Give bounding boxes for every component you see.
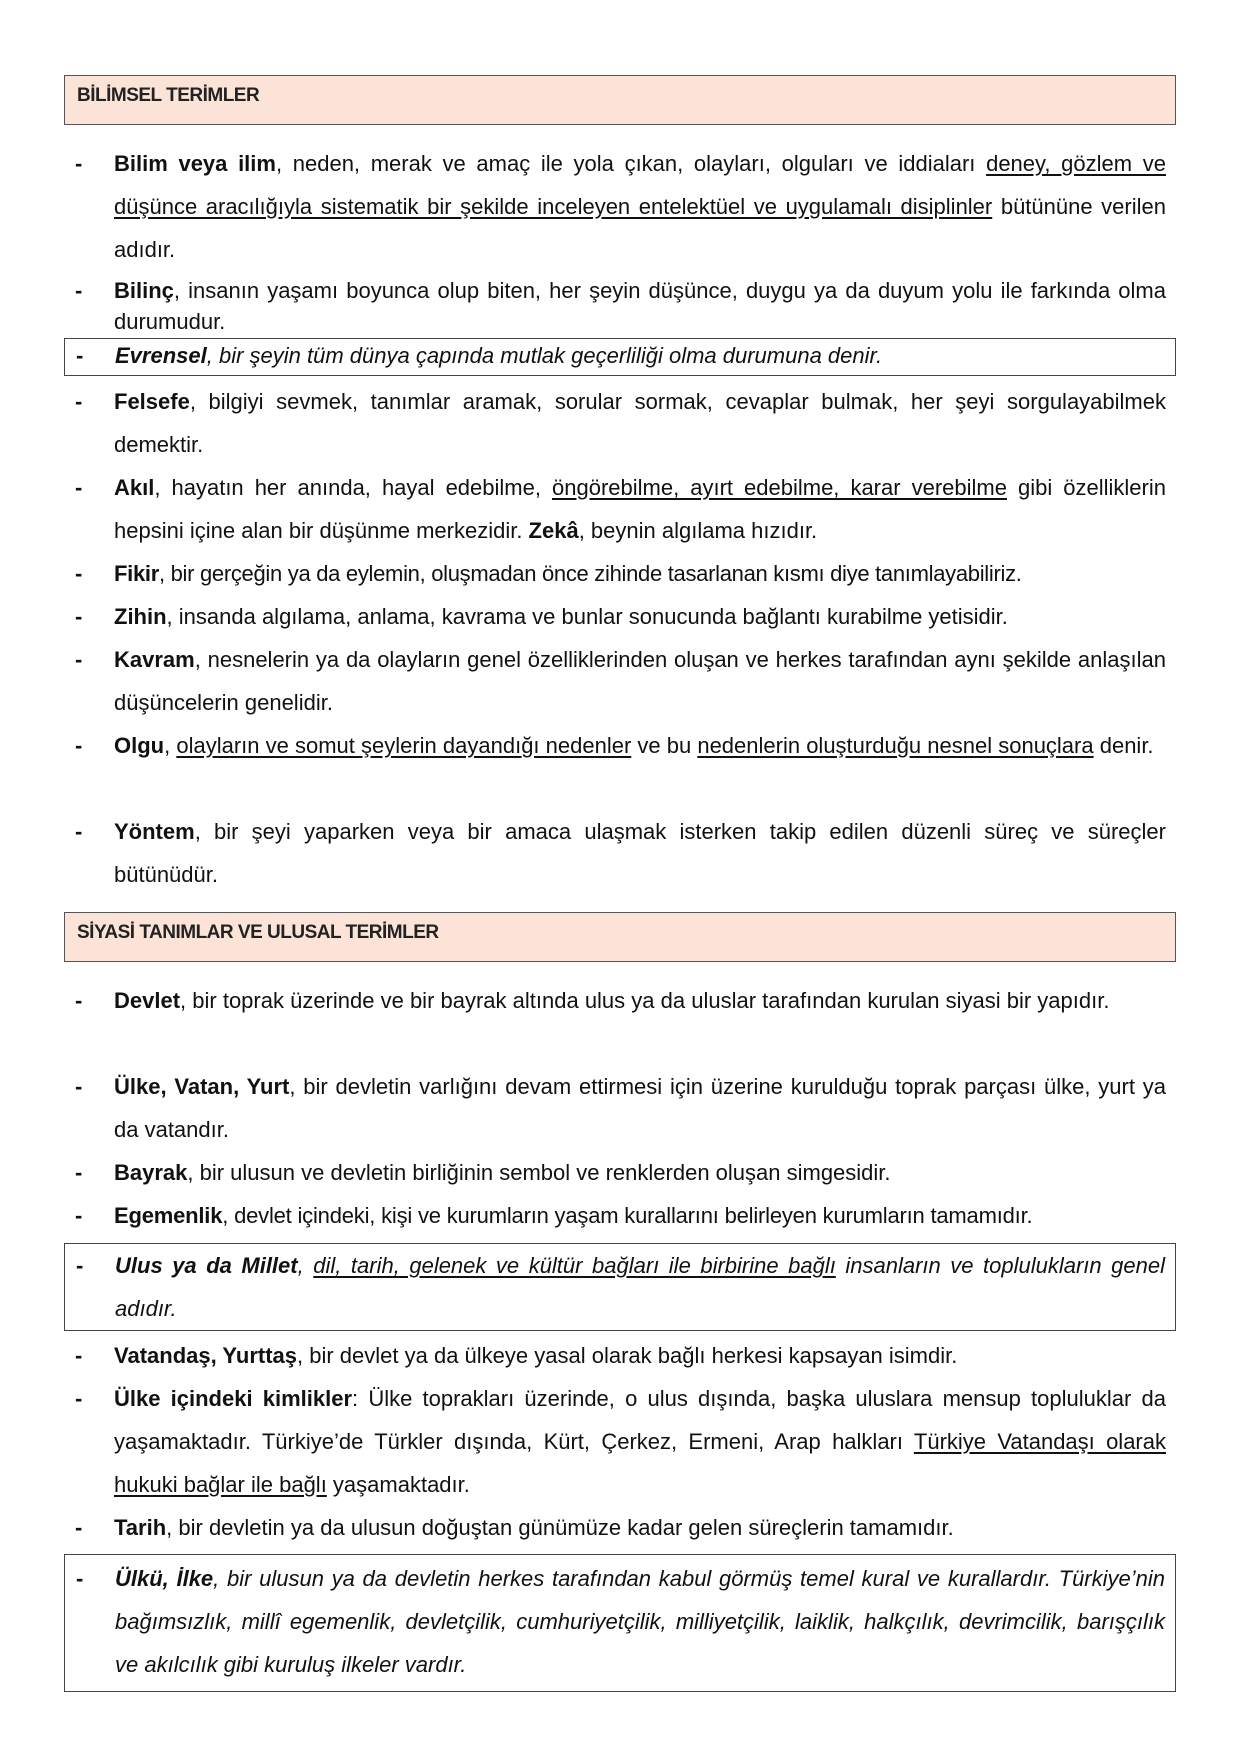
list-item-tarih [64,1506,1176,1549]
term: Ülke, Vatan, Yurt [114,1074,290,1099]
term: Fikir [114,561,159,586]
bullet-dash: - [76,343,84,368]
bullet-dash: - [75,1515,83,1540]
definition-text: Bayrak, bir ulusun ve devletin birliğinin sembol ve renklerden oluşan simgesidir. [114,1160,891,1185]
bullet-dash: - [75,1160,83,1185]
list-item-egemenlik [64,1194,1176,1237]
definition-text: Ülke içindeki kimlikler: Ülke toprakları üzerinde, o ulus dışında, başka uluslara mensup topluluklar da yaşamaktadır. Türkiye’de Türkler dışında, Kürt, Çerkez, Ermeni, Arap halkları Türkiye Vatandaşı olarak hukuki bağlar ile bağlı yaşamaktadır. [114,1386,1166,1497]
term: Ülke içindeki kimlikler [114,1386,353,1411]
bullet-dash: - [75,647,83,672]
section-header-politics [64,912,1176,962]
bullet-dash: - [75,733,83,758]
section-title: BİLİMSEL TERİMLER [77,85,260,106]
bullet-dash: - [75,1074,83,1099]
definition-text: Zihin, insanda algılama, anlama, kavrama ve bunlar sonucunda bağlantı kurabilme yetisidir. [114,604,1008,629]
bullet-dash: - [75,1343,83,1368]
term: Yöntem [114,819,195,844]
bullet-dash: - [76,1253,84,1278]
bullet-dash: - [75,389,83,414]
term: Egemenlik [114,1203,223,1228]
term: Bayrak [114,1160,188,1185]
definition-text: Devlet, bir toprak üzerinde ve bir bayrak altında ulus ya da uluslar tarafından kurulan siyasi bir yapıdır. [114,988,1110,1013]
section-header-science [64,75,1176,125]
bullet-dash: - [75,988,83,1013]
bullet-dash: - [75,278,83,303]
list-item-fikir [64,552,1176,595]
definition-text: Evrensel, bir şeyin tüm dünya çapında mutlak geçerliliği olma durumuna denir. [115,343,883,368]
list-item-olgu [64,724,1176,810]
term: Vatandaş, Yurttaş [114,1343,298,1368]
list-item-evrensel [64,338,1176,376]
term: Felsefe [114,389,190,414]
term: Devlet [114,988,181,1013]
bullet-dash: - [75,604,83,629]
definition-text: Akıl, hayatın her anında, hayal edebilme, öngörebilme, ayırt edebilme, karar verebilme gibi özelliklerin hepsini içine alan bir düşünme merkezidir. Zekâ, beynin algılama hızıdır. [114,475,1166,543]
definition-text: Bilinç, insanın yaşamı boyunca olup biten, her şeyin düşünce, duygu ya da duyum yolu ile farkında olma durumudur. [114,278,1166,334]
definition-text: Ulus ya da Millet, dil, tarih, gelenek ve kültür bağları ile birbirine bağlı insanların ve toplulukların genel adıdır. [115,1253,1165,1321]
term: Olgu [114,733,165,758]
term: Tarih [114,1515,167,1540]
term: Zekâ [528,518,579,543]
definition-text: Tarih, bir devletin ya da ulusun doğuştan günümüze kadar gelen süreçlerin tamamıdır. [114,1515,954,1540]
list-item-zihin [64,595,1176,638]
term: Bilinç [114,278,174,303]
term: Ülkü, İlke [115,1566,214,1591]
definition-text: Bilim veya ilim, neden, merak ve amaç ile yola çıkan, olayları, olguları ve iddiaları deney, gözlem ve düşünce aracılığıyla sistematik bir şekilde inceleyen entelektüel ve uygulamalı disiplinler bütününe verilen adıdır. [114,151,1166,262]
definition-text: Felsefe, bilgiyi sevmek, tanımlar aramak, sorular sormak, cevaplar bulmak, her şeyi sorgulayabilmek demektir. [114,389,1166,457]
definition-text: Ülke, Vatan, Yurt, bir devletin varlığını devam ettirmesi için üzerine kurulduğu toprak parçası ülke, yurt ya da vatandır. [114,1074,1166,1142]
list-item-bilinc [64,275,1176,335]
list-item-vatandas [64,1334,1176,1377]
bullet-dash: - [75,819,83,844]
list-item-ulus [64,1243,1176,1331]
bullet-dash: - [75,1203,83,1228]
list-item-devlet [64,979,1176,1065]
section-title: SİYASİ TANIMLAR VE ULUSAL TERİMLER [77,922,439,943]
list-item-bilim [64,142,1176,262]
list-item-ulke [64,1065,1176,1151]
term: Bilim veya ilim [114,151,276,176]
bullet-dash: - [75,151,83,176]
list-item-yontem [64,810,1176,896]
definition-text: Fikir, bir gerçeğin ya da eylemin, oluşmadan önce zihinde tasarlanan kısmı diye tanımlayabiliriz. [114,561,1022,586]
bullet-dash: - [75,561,83,586]
term: Zihin [114,604,167,629]
term: Akıl [114,475,155,500]
definition-text: Yöntem, bir şeyi yaparken veya bir amaca ulaşmak isterken takip edilen düzenli süreç ve süreçler bütünüdür. [114,819,1166,887]
bullet-dash: - [75,475,83,500]
definition-text: Vatandaş, Yurttaş, bir devlet ya da ülkeye yasal olarak bağlı herkesi kapsayan isimdir. [114,1343,958,1368]
definition-text: Egemenlik, devlet içindeki, kişi ve kurumların yaşam kurallarını belirleyen kurumların tamamıdır. [114,1203,1033,1228]
bullet-dash: - [76,1566,84,1591]
list-item-akil [64,466,1176,552]
definition-text: Kavram, nesnelerin ya da olayların genel özelliklerinden oluşan ve herkes tarafından aynı şekilde anlaşılan düşüncelerin genelidir. [114,647,1166,715]
definition-text: Ülkü, İlke, bir ulusun ya da devletin herkes tarafından kabul görmüş temel kural ve kurallardır. Türkiye’nin bağımsızlık, millî egemenlik, devletçilik, cumhuriyetçilik, milliyetçilik, laiklik, halkçılık, devrimcilik, barışçılık ve akılcılık gibi kuruluş ilkeler vardır. [115,1566,1165,1677]
bullet-dash: - [75,1386,83,1411]
list-item-bayrak [64,1151,1176,1194]
list-item-kavram [64,638,1176,724]
list-item-kimlikler [64,1377,1176,1506]
definition-text: Olgu, olayların ve somut şeylerin dayandığı nedenler ve bu nedenlerin oluşturduğu nesnel sonuçlara denir. [114,733,1154,758]
term: Evrensel [115,343,207,368]
term: Kavram [114,647,195,672]
term: Ulus ya da Millet [115,1253,298,1278]
list-item-ulku [64,1554,1176,1692]
list-item-felsefe [64,380,1176,466]
